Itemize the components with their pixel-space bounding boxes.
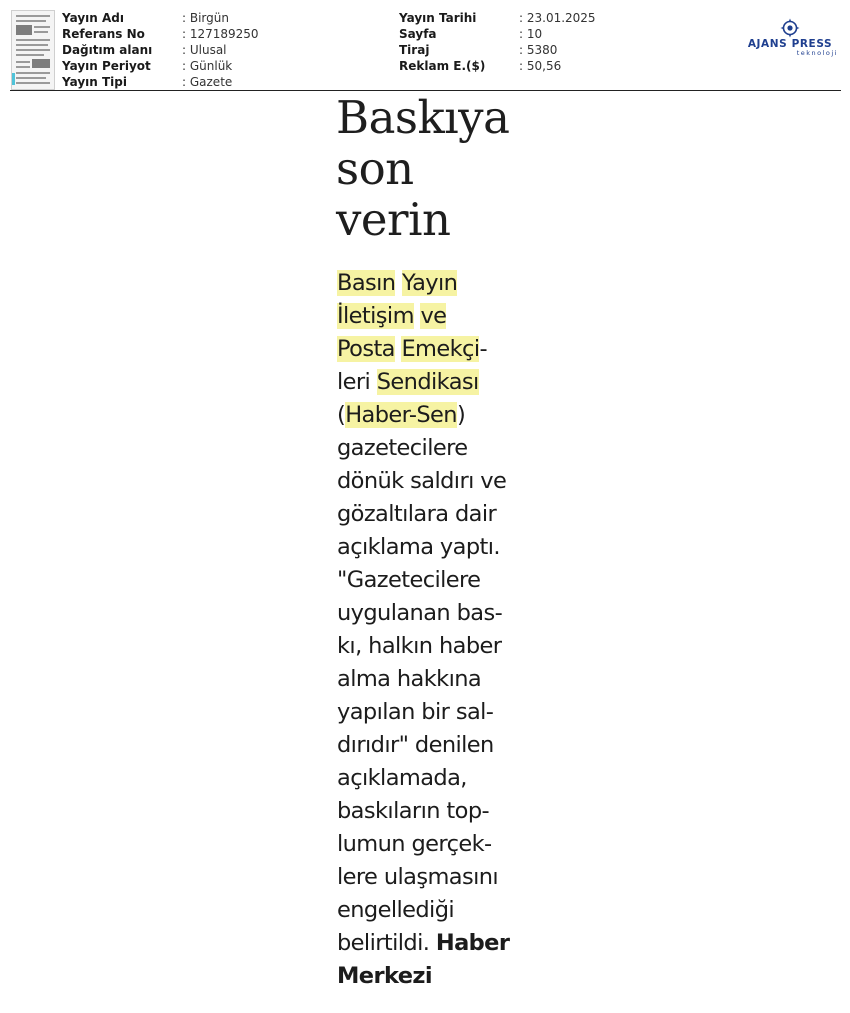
info-value: : Günlük [182,59,233,73]
info-label: Reklam E.($) [399,59,486,73]
page-thumbnail[interactable] [11,10,55,90]
body-line [337,300,527,333]
publication-info-left [62,10,259,90]
body-line: uygulanan bas- [337,600,503,626]
body-line: dönük saldırı ve [337,468,507,494]
body-text-fragment: ) [456,402,466,428]
body-line: açıklamada, [337,765,467,791]
compass-logo-icon [779,18,801,38]
body-line: "Gazetecilere [337,567,481,593]
highlighted-term: Emekçi [401,336,480,362]
info-value: : Gazete [182,75,233,89]
article-headline [336,92,509,245]
body-line [337,333,527,366]
body-line: dırıdır" denilen [337,732,494,758]
info-label: Referans No [62,27,145,41]
highlighted-term: ve [420,303,447,329]
highlighted-term: Sendikası [376,369,479,395]
info-value: : 5380 [519,43,558,57]
info-row-date [399,10,596,26]
info-label: Yayın Tarihi [399,11,477,25]
headline-line: Baskıya [336,91,510,144]
clipping-header [0,0,850,92]
info-value: : 127189250 [182,27,259,41]
body-line: baskıların top- [337,798,490,824]
info-row-reference-no [62,26,259,42]
info-value: : 50,56 [519,59,562,73]
headline-line: verin [336,193,451,246]
info-row-period [62,58,259,74]
body-line [337,399,527,432]
info-value: : Birgün [182,11,229,25]
body-text-fragment: ( [337,402,346,428]
ajans-press-logo [740,18,840,60]
body-line: alma hakkına [337,666,482,692]
info-label: Sayfa [399,27,437,41]
info-label: Yayın Periyot [62,59,151,73]
body-line: yapılan bir sal- [337,699,494,725]
logo-name: AJANS PRESS [747,38,833,50]
body-line: açıklama yaptı. [337,534,500,560]
info-row-page [399,26,596,42]
highlighted-term: Posta [337,336,395,362]
body-line [337,927,527,960]
body-line: gazetecilere [337,435,468,461]
body-line: engellediği [337,897,455,923]
info-row-ad-equivalent [399,58,596,74]
info-row-publication-name [62,10,259,26]
highlighted-term: Yayın [402,270,458,296]
info-label: Yayın Tipi [62,75,127,89]
logo-subtitle: teknoloji [796,49,838,57]
byline: Haber [435,930,510,956]
byline: Merkezi [337,963,432,989]
info-value: : 23.01.2025 [519,11,596,25]
highlighted-term: İletişim [337,303,414,329]
body-text-fragment: belirtildi. [337,930,436,956]
article-body [337,267,527,993]
info-value: : Ulusal [182,43,227,57]
body-line: lere ulaşmasını [337,864,499,890]
info-row-distribution [62,42,259,58]
highlighted-term: Haber-Sen [345,402,457,428]
body-text-fragment: - [479,336,487,362]
body-line: kı, halkın haber [337,633,502,659]
body-text-fragment: leri [337,369,377,395]
body-line: gözaltılara dair [337,501,497,527]
publication-info-right [399,10,596,74]
info-value: : 10 [519,27,543,41]
headline-line: son [336,142,414,195]
info-label: Yayın Adı [62,11,124,25]
body-line [337,366,527,399]
body-line: lumun gerçek- [337,831,492,857]
body-line [337,267,527,300]
info-row-circulation [399,42,596,58]
info-label: Tiraj [399,43,430,57]
info-row-type [62,74,259,90]
highlighted-term: Basın [337,270,396,296]
info-label: Dağıtım alanı [62,43,153,57]
